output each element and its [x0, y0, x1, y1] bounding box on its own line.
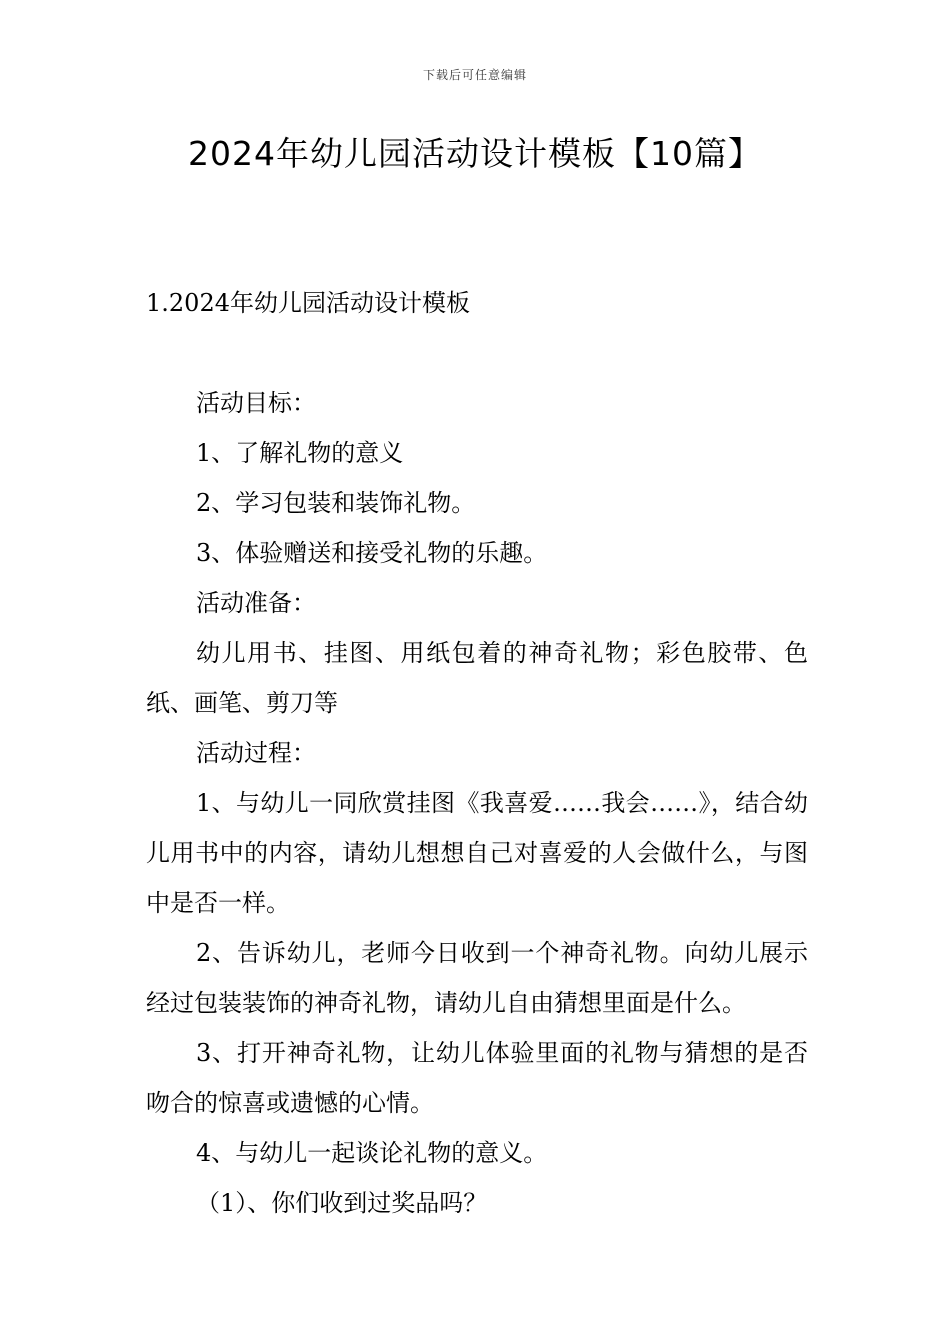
- paragraph-goal-2: 2、学习包装和装饰礼物。: [196, 489, 476, 517]
- paragraph-process-label: 活动过程：: [196, 739, 316, 767]
- paragraph-process-2: 2、告诉幼儿，老师今日收到一个神奇礼物。向幼儿展示经过包装装饰的神奇礼物，请幼儿自由猜想里面是什么。: [146, 939, 808, 1017]
- paragraph-process-4: 4、与幼儿一起谈论礼物的意义。: [196, 1139, 548, 1167]
- paragraph-goal-1: 1、了解礼物的意义: [196, 439, 404, 467]
- paragraph-prep-label: 活动准备：: [196, 589, 316, 617]
- document-title: 2024年幼儿园活动设计模板【10篇】: [188, 134, 762, 173]
- paragraph-process-3: 3、打开神奇礼物，让幼儿体验里面的礼物与猜想的是否吻合的惊喜或遗憾的心情。: [146, 1039, 808, 1117]
- paragraph-prep-materials: 幼儿用书、挂图、用纸包着的神奇礼物；彩色胶带、色纸、画笔、剪刀等: [146, 639, 808, 717]
- header-note: 下载后可任意编辑: [422, 68, 527, 82]
- document-body: [146, 378, 808, 1228]
- paragraph-goals-label: 活动目标：: [196, 389, 316, 417]
- paragraph-goal-3: 3、体验赠送和接受礼物的乐趣。: [196, 539, 548, 567]
- section-heading: 1.2024年幼儿园活动设计模板: [146, 289, 470, 317]
- paragraph-question-1: （1）、你们收到过奖品吗？: [196, 1189, 488, 1217]
- paragraph-process-1: 1、与幼儿一同欣赏挂图《我喜爱……我会……》，结合幼儿用书中的内容，请幼儿想想自己对喜爱的人会做什么，与图中是否一样。: [146, 789, 808, 917]
